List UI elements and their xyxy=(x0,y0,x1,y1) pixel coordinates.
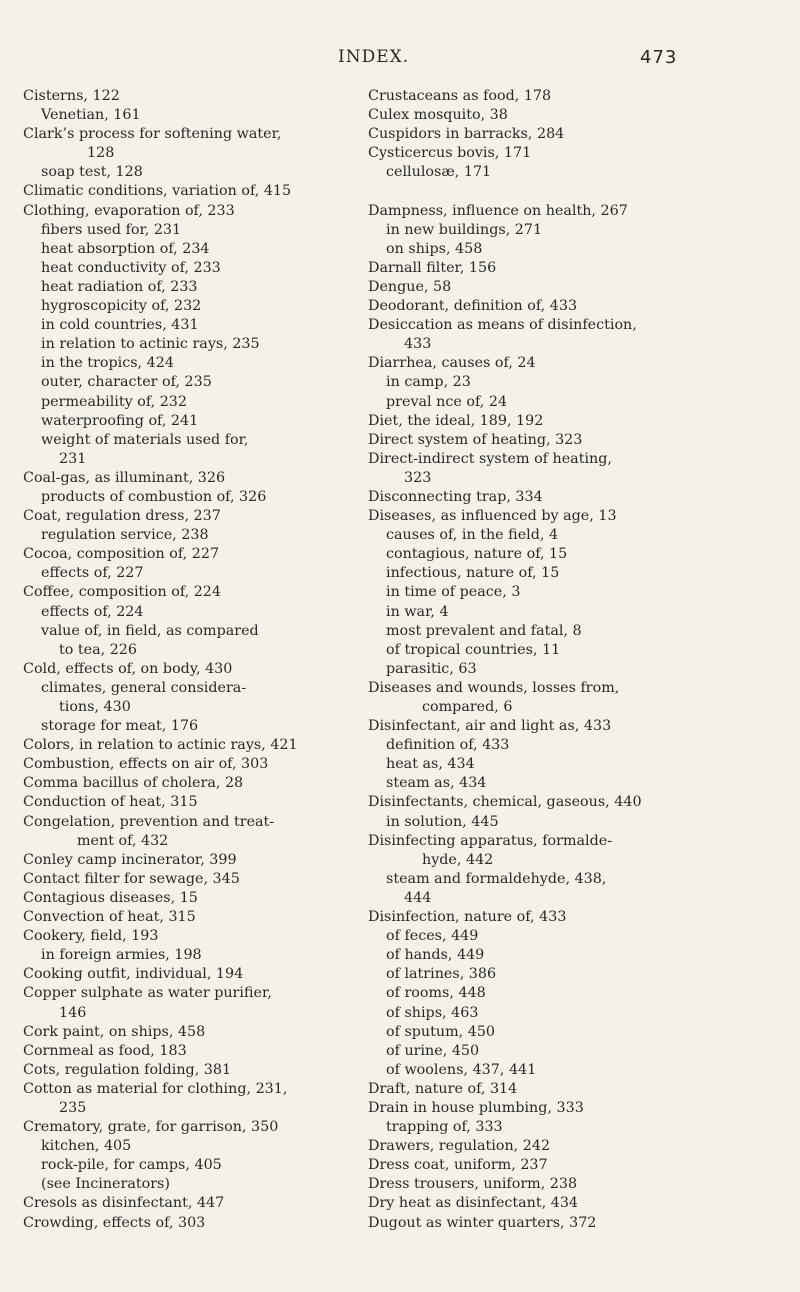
index-entry: 444 xyxy=(404,889,432,906)
index-entry: Dugout as winter quarters, 372 xyxy=(368,1214,597,1231)
index-entry: Cysticercus bovis, 171 xyxy=(368,145,532,162)
index-entry: storage for meat, 176 xyxy=(41,718,199,735)
index-entry: 323 xyxy=(404,469,432,486)
index-entry: Convection of heat, 315 xyxy=(23,909,196,926)
index-entry: Diet, the ideal, 189, 192 xyxy=(368,412,544,429)
index-entry: Climatic conditions, variation of, 415 xyxy=(23,183,292,200)
index-entry: Cisterns, 122 xyxy=(23,88,120,104)
index-entry: most prevalent and fatal, 8 xyxy=(386,622,582,639)
index-entry: steam and formaldehyde, 438, xyxy=(386,870,607,887)
index-entry: of hands, 449 xyxy=(386,947,485,964)
index-entry: effects of, 227 xyxy=(41,565,144,582)
index-entry: of sputum, 450 xyxy=(386,1023,496,1040)
index-entry: in new buildings, 271 xyxy=(386,221,543,238)
index-entry: Dress coat, uniform, 237 xyxy=(368,1157,548,1174)
index-entry: Cots, regulation folding, 381 xyxy=(23,1061,232,1078)
index-entry: Cresols as disinfectant, 447 xyxy=(23,1195,225,1212)
index-entry: of latrines, 386 xyxy=(386,966,497,983)
index-entry: to tea, 226 xyxy=(59,641,138,658)
index-entry: outer, character of, 235 xyxy=(41,374,212,391)
index-entry: in camp, 23 xyxy=(386,374,471,391)
index-entry: Coffee, composition of, 224 xyxy=(23,584,221,601)
index-entry: on ships, 458 xyxy=(386,240,483,257)
index-entry: Disinfecting apparatus, formalde- xyxy=(368,832,613,849)
index-entry: Direct system of heating, 323 xyxy=(368,431,583,448)
index-entry: Comma bacillus of cholera, 28 xyxy=(23,775,244,792)
page-number: 473 xyxy=(640,47,678,68)
index-entry: Crematory, grate, for garrison, 350 xyxy=(23,1119,279,1136)
index-entry: definition of, 433 xyxy=(386,737,510,754)
index-entry: of feces, 449 xyxy=(386,928,479,945)
index-entry: preval nce of, 24 xyxy=(386,393,508,410)
index-entry: Drain in house plumbing, 333 xyxy=(368,1099,584,1116)
index-entry: rock-pile, for camps, 405 xyxy=(41,1157,222,1174)
index-entry: (see Incinerators) xyxy=(41,1176,170,1193)
index-entry: compared, 6 xyxy=(422,699,513,715)
running-title: INDEX. xyxy=(338,47,410,67)
index-entry: Dress trousers, uniform, 238 xyxy=(368,1176,578,1193)
index-entry xyxy=(368,182,753,201)
index-entry: Diarrhea, causes of, 24 xyxy=(368,355,536,372)
index-entry: Dampness, influence on health, 267 xyxy=(368,202,628,219)
index-entry: Conduction of heat, 315 xyxy=(23,794,198,811)
index-entry: of woolens, 437, 441 xyxy=(386,1061,537,1078)
index-entry: Culex mosquito, 38 xyxy=(368,107,508,124)
index-entry: fibers used for, 231 xyxy=(41,221,182,238)
index-entry: heat as, 434 xyxy=(386,756,475,773)
index-entry: Crowding, effects of, 303 xyxy=(23,1214,206,1231)
index-entry: 433 xyxy=(404,336,432,353)
index-entry: Dengue, 58 xyxy=(368,278,452,295)
index-entry: in cold countries, 431 xyxy=(41,317,199,334)
index-entry: soap test, 128 xyxy=(41,164,143,181)
index-entry: Venetian, 161 xyxy=(41,107,141,124)
index-entry: permeability of, 232 xyxy=(41,393,187,410)
index-entry: Coal-gas, as illuminant, 326 xyxy=(23,469,226,486)
index-entry: tions, 430 xyxy=(59,699,131,715)
index-entry: Darnall filter, 156 xyxy=(368,259,497,276)
index-entry: kitchen, 405 xyxy=(41,1138,132,1155)
index-entry: causes of, in the field, 4 xyxy=(386,527,559,544)
index-entry: heat absorption of, 234 xyxy=(41,240,210,257)
index-entry: Conley camp incinerator, 399 xyxy=(23,851,237,868)
index-entry: 231 xyxy=(59,450,87,467)
index-entry: products of combustion of, 326 xyxy=(41,488,267,505)
index-entry: Clark’s process for softening water, xyxy=(23,126,282,143)
index-entry: Cookery, field, 193 xyxy=(23,928,159,945)
index-entry: hyde, 442 xyxy=(422,851,494,868)
index-entry: Disconnecting trap, 334 xyxy=(368,488,543,505)
index-entry: Cocoa, composition of, 227 xyxy=(23,546,220,563)
index-entry: 235 xyxy=(59,1099,87,1116)
index-entry: Draft, nature of, 314 xyxy=(368,1080,518,1097)
index-entry: Disinfectant, air and light as, 433 xyxy=(368,718,612,735)
index-entry: trapping of, 333 xyxy=(386,1119,503,1136)
index-entry: Drawers, regulation, 242 xyxy=(368,1138,551,1155)
index-entry: contagious, nature of, 15 xyxy=(386,546,568,563)
index-entry: Cotton as material for clothing, 231, xyxy=(23,1080,288,1097)
index-entry: Disinfection, nature of, 433 xyxy=(368,909,567,926)
index-entry: Colors, in relation to actinic rays, 421 xyxy=(23,737,298,754)
index-entry: infectious, nature of, 15 xyxy=(386,565,560,582)
index-entry: steam as, 434 xyxy=(386,775,487,792)
index-entry: effects of, 224 xyxy=(41,603,144,620)
index-column-left xyxy=(23,87,385,1233)
index-entry: Cuspidors in barracks, 284 xyxy=(368,126,565,143)
index-entry: climates, general considera- xyxy=(41,679,247,696)
index-entry: cellulosæ, 171 xyxy=(386,164,492,181)
index-entry: Cornmeal as food, 183 xyxy=(23,1042,187,1059)
index-entry: heat radiation of, 233 xyxy=(41,278,198,295)
index-entry: in war, 4 xyxy=(386,603,449,620)
index-entry: parasitic, 63 xyxy=(386,660,477,677)
index-entry: 128 xyxy=(87,145,115,162)
index-entry: Copper sulphate as water purifier, xyxy=(23,985,272,1002)
index-entry: in relation to actinic rays, 235 xyxy=(41,336,260,353)
index-entry: 146 xyxy=(59,1004,87,1021)
index-entry: Cooking outfit, individual, 194 xyxy=(23,966,244,983)
index-entry: Dry heat as disinfectant, 434 xyxy=(368,1195,579,1212)
index-entry: Clothing, evaporation of, 233 xyxy=(23,202,235,219)
index-entry: Crustaceans as food, 178 xyxy=(368,88,552,104)
index-entry: heat conductivity of, 233 xyxy=(41,259,221,276)
index-entry: in foreign armies, 198 xyxy=(41,947,202,964)
index-entry: ment of, 432 xyxy=(77,832,169,849)
index-entry: in solution, 445 xyxy=(386,813,499,830)
index-entry: of urine, 450 xyxy=(386,1042,480,1059)
index-entry: of rooms, 448 xyxy=(386,985,486,1002)
index-entry: hygroscopicity of, 232 xyxy=(41,298,202,315)
index-entry: waterproofing of, 241 xyxy=(41,412,199,429)
index-entry: Combustion, effects on air of, 303 xyxy=(23,756,269,773)
index-entry: in the tropics, 424 xyxy=(41,355,174,372)
index-entry: of ships, 463 xyxy=(386,1004,479,1021)
index-entry: Cold, effects of, on body, 430 xyxy=(23,660,233,677)
index-entry: Diseases and wounds, losses from, xyxy=(368,679,620,696)
index-entry: regulation service, 238 xyxy=(41,527,209,544)
index-entry: of tropical countries, 11 xyxy=(386,641,561,658)
index-column-right xyxy=(368,87,753,1233)
index-entry: Deodorant, definition of, 433 xyxy=(368,298,578,315)
index-entry: Contact filter for sewage, 345 xyxy=(23,870,240,887)
index-entry: Desiccation as means of disinfection, xyxy=(368,317,637,334)
index-entry: weight of materials used for, xyxy=(41,431,249,448)
index-entry: in time of peace, 3 xyxy=(386,584,521,601)
index-entry: Congelation, prevention and treat- xyxy=(23,813,275,830)
index-entry: Disinfectants, chemical, gaseous, 440 xyxy=(368,794,642,811)
index-entry: Contagious diseases, 15 xyxy=(23,889,198,906)
index-entry: Direct-indirect system of heating, xyxy=(368,450,612,467)
index-entry: value of, in field, as compared xyxy=(41,622,259,639)
index-entry: Coat, regulation dress, 237 xyxy=(23,508,221,525)
index-entry: Cork paint, on ships, 458 xyxy=(23,1023,206,1040)
page-header xyxy=(0,47,800,73)
index-entry: Diseases, as influenced by age, 13 xyxy=(368,508,617,525)
